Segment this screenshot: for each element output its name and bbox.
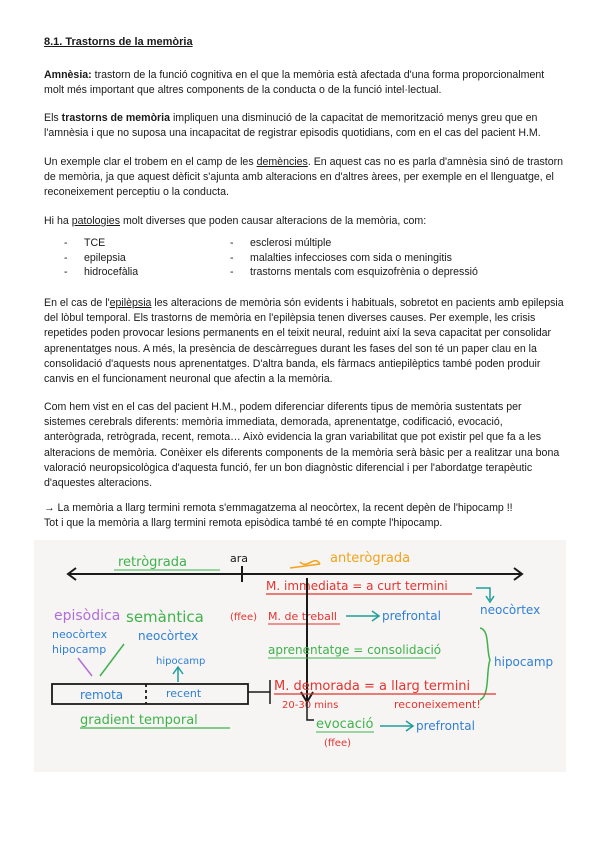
label-semantic: semàntica [126,608,204,626]
paragraph-amnesia [44,68,564,98]
p4-prefix: Hi ha [44,215,72,227]
note-line-1: → La memòria a llarg termini remota s'emmagatzema al neocòrtex, la recent depèn de l'hipocamp !! [44,502,513,514]
term-amnesia: Amnèsia: [44,69,92,81]
label-neocortex-episodic: neocòrtex [52,628,108,641]
list-dash: - [64,237,68,249]
list-dash: - [230,251,234,264]
epilepsy-text: les alteracions de memòria són evidents i habituals, sobretot en pacients amb epilepsia del lòbul temporal. Els trastorns de memòria en l'epilèpsia tenen diverses causes. Per exemple, les crisis repetides poden provocar lesions permanents en el teixit neural, reduint així la seva capacitat per consolidar aprenentatges nous. A més, la presència de descàrregues durant les fases del son té un paper clau en la consolidació d'aquests nous aprenentatges. D'altra banda, els fàrmacs antiepilèptics també poden produir canvis en el funcionament neuronal que afectin a la memòria. [44,297,564,386]
label-ffee-2: (ffee) [324,738,351,749]
label-working-memory: M. de treball [268,610,337,623]
label-ara: ara [230,552,249,565]
paragraph-hm-case: Com hem vist en el cas del pacient H.M., podem diferenciar diferents tipus de memòria sustentats per sistemes cerebrals diferents: memòria immediata, demorada, aprenentatge, codificació, evocació, anterògrada, retrògrada, recent, remota… Això evidencia la gran variabilitat que pot existir pel que fa a les alteracions de memòria. Conèixer els diferents components de la memòria serà bàsic per a realitzar una bona valoració neuropsicològica d'aquesta funció, fer un bon diagnòstic diferencial i per l'abordatge terapèutic d'aquestes alteracions. [44,401,560,490]
memory-disorders-definition: impliquen una disminució de la capacitat de memorització menys greu que en l'amnèsia i que no suposa una incapacitat de registrar episodis quotidians, com en el cas del pacient H.M. [44,112,541,140]
list-dash: - [64,251,68,264]
label-recent: recent [166,687,202,700]
label-hipocamp-episodic: hipocamp [52,643,107,656]
diagram-svg [34,540,566,772]
p3-prefix: Un exemple clar el trobem en el camp de les [44,156,257,168]
term-memory-disorders: trastorns de memòria [61,112,170,124]
list-item-right: trastorns mentals com esquizofrènia o depressió [250,266,478,279]
label-temporal-gradient: gradient temporal [80,713,198,728]
label-episodic: episòdica [54,608,121,624]
label-prefrontal-1: prefrontal [382,609,441,623]
list-item-left: TCE [84,237,106,249]
handwritten-diagram [34,540,566,772]
label-evocation: evocació [316,717,374,732]
p2-prefix: Els [44,112,62,124]
pathologies-text: molt diverses que poden causar alteracions de la memòria, com: [120,215,427,227]
label-remote: remota [80,688,124,702]
section-title: 8.1. Trastorns de la memòria [44,36,193,48]
amnesia-definition: trastorn de la funció cognitiva en el que la memòria està afectada d'una forma proporcionalment molt més important que altres components de la conducta o de la funció intel·lectual. [44,69,545,97]
list-item-left: hidrocefàlia [84,266,139,279]
paragraph-epilepsy [44,296,564,387]
label-prefrontal-2: prefrontal [416,719,475,733]
paragraph-pathologies [44,214,564,229]
link-dementias[interactable]: demències [256,156,308,168]
label-hipocamp-right: hipocamp [494,655,554,669]
label-retrograda: retrògrada [118,555,187,570]
label-minutes: 20-30 mins [282,700,339,711]
label-hipocamp-small: hipocamp [156,656,206,667]
paragraph-memory-disorders [44,111,564,141]
label-neocortex-semantic: neocòrtex [138,629,199,643]
list-item-right: malalties infeccioses com sida o meningitis [250,251,452,264]
list-dash: - [64,266,68,279]
list-dash: - [230,266,234,279]
paragraph-note [44,501,564,531]
label-anterograda: anterògrada [330,551,411,566]
label-ffee-1: (ffee) [230,612,257,623]
dementias-text: . En aquest cas no es parla d'amnèsia sinó de trastorn de memòria, ja que aquest dèficit s'ajunta amb alteracions en d'altres àrees, per exemple en el llenguatge, el reconeixement perceptiu o la conducta. [44,156,564,199]
label-delayed-memory: M. demorada = a llarg termini [274,679,471,694]
label-learning: aprenentatge = consolidació [268,643,442,657]
label-immediate-memory: M. immediata = a curt termini [266,579,448,593]
paragraph-dementias [44,155,564,201]
episodic-arrow [78,658,92,676]
p5-prefix: En el cas de l' [44,297,110,309]
label-neocortex-right: neocòrtex [480,603,541,617]
label-recognition: reconeixement! [394,698,481,711]
hipocamp-brace [480,628,490,700]
link-pathologies[interactable]: patologies [71,215,120,227]
note-line-2: Tot i que la memòria a llarg termini remota episòdica també té en compte l'hipocamp. [44,517,443,530]
list-item-right: esclerosi múltiple [250,237,332,249]
list-dash: - [230,237,234,249]
link-epilepsy[interactable]: epilèpsia [109,297,152,309]
list-item-left: epilepsia [84,251,126,264]
